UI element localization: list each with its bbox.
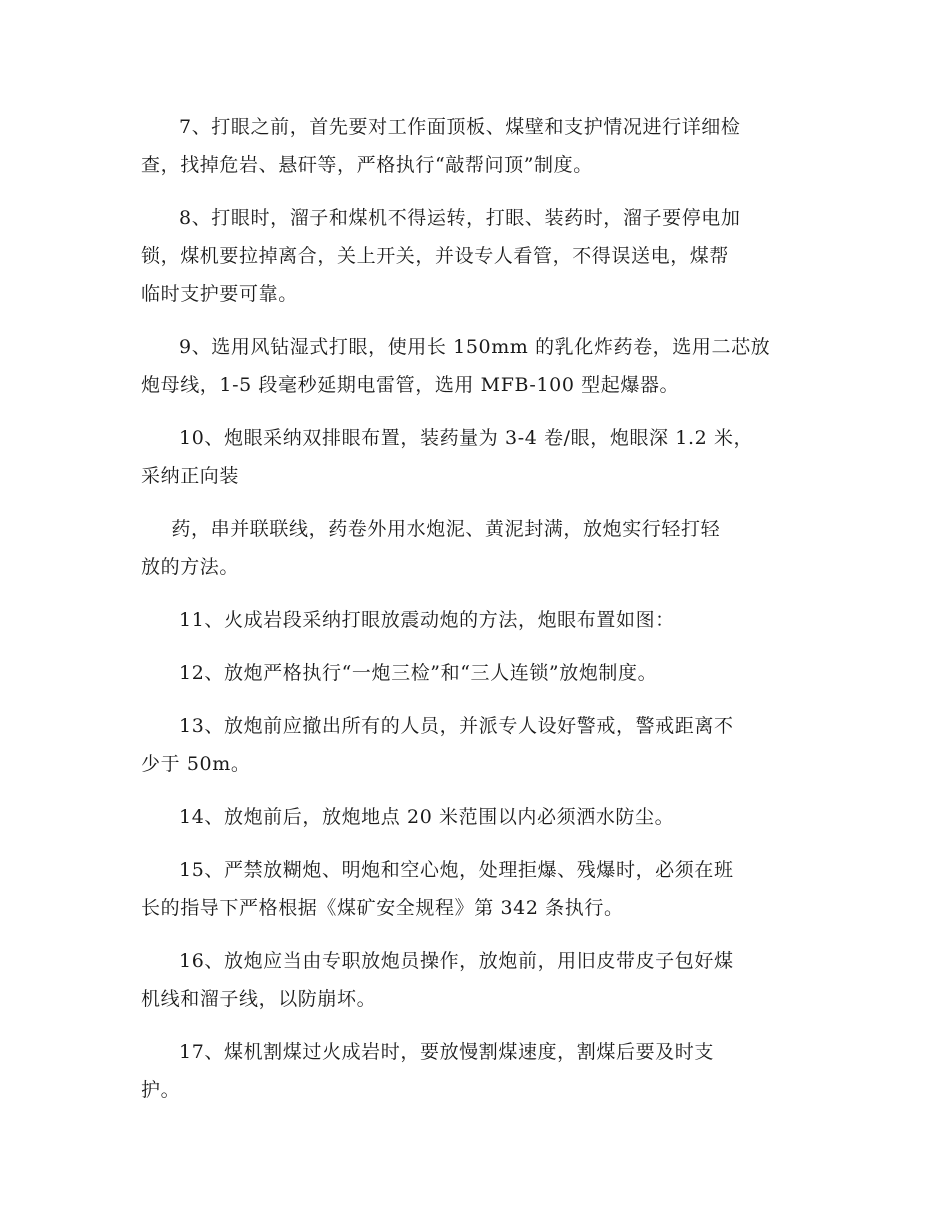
paragraph-line: 锁，煤机要拉掉离合，关上开关，并设专人看管，不得误送电，煤帮 [141, 245, 730, 267]
paragraph-10-continued [141, 510, 809, 586]
paragraph-13 [141, 707, 809, 783]
paragraph-line: 护。 [141, 1079, 181, 1101]
paragraph-line: 少于 50m。 [141, 753, 251, 775]
paragraph-line: 10、炮眼采纳双排眼布置，装药量为 3-4 卷/眼，炮眼深 1.2 米， [179, 427, 754, 449]
paragraph-14 [141, 798, 809, 836]
paragraph-line: 13、放炮前应撤出所有的人员，并派专人设好警戒，警戒距离不 [179, 715, 734, 737]
paragraph-line: 查，找掉危岩、悬矸等，严格执行“敲帮问顶”制度。 [141, 154, 593, 176]
paragraph-17 [141, 1033, 809, 1109]
paragraph-line: 放的方法。 [141, 556, 240, 578]
paragraph-line: 8、打眼时，溜子和煤机不得运转，打眼、装药时，溜子要停电加 [179, 207, 741, 229]
paragraph-line: 11、火成岩段采纳打眼放震动炮的方法，炮眼布置如图： [179, 609, 675, 631]
paragraph-10 [141, 419, 809, 495]
paragraph-12 [141, 654, 809, 692]
paragraph-line: 7、打眼之前，首先要对工作面顶板、煤壁和支护情况进行详细检 [179, 116, 741, 138]
paragraph-line: 9、选用风钻湿式打眼，使用长 150mm 的乳化炸药卷，选用二芯放 [179, 336, 771, 358]
paragraph-line: 长的指导下严格根据《煤矿安全规程》第 342 条执行。 [141, 897, 624, 919]
paragraph-line: 14、放炮前后，放炮地点 20 米范围以内必须洒水防尘。 [179, 806, 675, 828]
paragraph-line: 17、煤机割煤过火成岩时，要放慢割煤速度，割煤后要及时支 [179, 1041, 714, 1063]
paragraph-7 [141, 108, 809, 184]
paragraph-line: 炮母线，1-5 段毫秒延期电雷管，选用 MFB-100 型起爆器。 [141, 374, 680, 396]
document-body [141, 108, 809, 1109]
paragraph-11 [141, 601, 809, 639]
paragraph-line: 临时支护要可靠。 [141, 283, 298, 305]
paragraph-16 [141, 942, 809, 1018]
paragraph-15 [141, 851, 809, 927]
paragraph-line: 药，串并联联线，药卷外用水炮泥、黄泥封满，放炮实行轻打轻 [171, 518, 721, 540]
paragraph-line: 机线和溜子线，以防崩坏。 [141, 988, 377, 1010]
paragraph-line: 12、放炮严格执行“一炮三检”和“三人连锁”放炮制度。 [179, 662, 658, 684]
paragraph-line: 15、严禁放糊炮、明炮和空心炮，处理拒爆、残爆时，必须在班 [179, 859, 734, 881]
paragraph-8 [141, 199, 809, 313]
paragraph-9 [141, 328, 809, 404]
paragraph-line: 采纳正向装 [141, 465, 240, 487]
paragraph-line: 16、放炮应当由专职放炮员操作，放炮前，用旧皮带皮子包好煤 [179, 950, 734, 972]
